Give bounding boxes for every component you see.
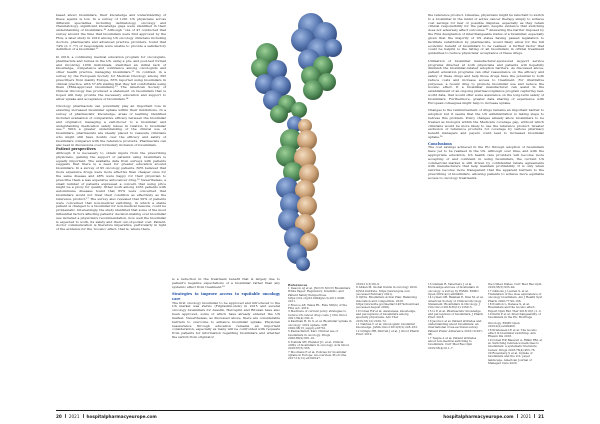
references-column-5 [488,283,544,319]
nocebo-paragraph: is a reduction in the treatment benefit that is largely due to patient's negative expectations of a biosimilar rather than any systemic effect from treatment.¹⁸ [172,277,280,289]
reference-entry: 2 Roscoe AE, Weiss RL. Rule 506(b) of the FDA Act. 2019. [288,302,347,311]
reference-entry: 17 Teeple A et al. Patient attitudes about non-medical switching to biosimilars. Curr Med Res Opin 2019;35(4):611–7. [428,335,477,350]
reference-entry: 18 Kristensen LE et al. The nocebo effect in biosimilar switching. Ann Rheum Dis 2018. [488,327,537,339]
footer-right [443,414,544,419]
references-column-1 [288,283,352,398]
paragraph-hcp-education: In 2019, a continuing medical education program for oncologists, pharmacists and nurses in the US, using a pre- and post-test format and involving 1039 individuals, identified an initial lack of knowledge, competence and confidence among oncologists and other health practice managing biosimilars.¹² In contrast, in a survey by the European Society for Medical Oncology among 393 prescribers from mainly Europe, 65% reported using biosimilars in clinical practice, with 57.4% stating that they felt comfortable using them (EMA-approved biosimilars).¹³ The American Society of Clinical Oncology has produced a statement on biosimilars that is hoped will help provide the necessary education and support to allow uptake and acceptance of biosimilars.¹⁴ [56,54,166,101]
reference-entry: 9 IQVIA. Biosimilars Action Plan: Balancing innovation and competition. 2018. https://www.fda.gov/media/114574/download (accessed August 2020). [356,295,420,310]
page-number-right: 21 [538,413,544,419]
intro-paragraph: based about biosimilars, their knowledge and understanding of these agents is low. In a survey of 1201 US physicians across different specialties including dermatology, oncology and rheumatology, significant knowledge gaps were identified in their understanding of biosimilars.¹⁰ Although “obs of 47 conducted that survey around the time that biosimilars were first approved by the FDA, a later study in 2019 among US oncology clinicians including doctors, pharmacists and advanced practice providers, found that 74% (n = 77) of respondents were unable to provide a satisfactory definition of a biosimilar.¹¹ [56,13,166,52]
reference-entry: 8 Aitken M. Global trends in oncology 2020. IQVIA Institute. https://www.iqvia.com (accessed February 2021). [356,285,418,297]
reference-entry: 6 Yoshida SH, Elander JC, et al. Clinical utility of biosimilars in oncology. Acts Oncol 2018;67(5):565. [288,339,350,351]
references-column-3 [428,283,484,398]
conclusions-heading: Conclusions [428,141,452,146]
reference-entry: 20 Rosenberg S et al. Uptake of biosimilars and the U.S. payer landscape. American Journal of Managed Care 2020. [488,351,533,366]
reference-entry: 2019;11(3):80–9. [356,283,380,286]
reference-entry: Oncology. ESMO Open 2019;4(2):e000460. [488,322,520,329]
antibody-structure-icon [251,12,343,273]
fab-arm-right [291,13,342,100]
reference-entry: the United States. Curr Med Res Opin 2019;35(5):933–40. [488,283,542,290]
fc-stem [276,129,319,271]
reference-entry: 7 Moorkens E et al. Policies for biosimilar uptake in Europe: An overview. PLoS One 2017;12(12):e0190147. [288,349,347,361]
middle-text-column [172,278,280,398]
paragraph-patients: Although it is necessary to obtain inputs from the prescribing physicians, gaining the support of patients using biosimilars is equally important. The available data from surveys with patients suggests that there is a need for greater education around biosimilars. In a survey of 95 oncology patients, 60% believed that more expensive drugs were more effective than cheaper ones for the same disease and 48% were happy for their physician to prescribe them a less expensive anti-cancer drug.¹⁶ Nevertheless, a small number of patients expressed a concern that using price might be a proxy for quality. Other work among 1035 patients with autoimmune diseases found that 85% were concerned that biosimilars would not treat their condition as effectively as the reference product.¹⁷ The survey also revealed that 50% of patients were concerned that non-medical switching, in which a stable patient is changed to a biosimilar for non-medical reasons, could be problematic. Interestingly, the study identified that some of the most influential factors affecting patients' decision-making over biosimilar use included a physician's recommendation, how well the biosimilar is expected to work, its safety and their out-of-pocket cost. Patient-doctor communication is therefore imperative, particularly in light of the evidence for the ‘nocebo’ effect, that is, where there [56,151,166,232]
reference-entry: 12 Gringis HR, Shirrell J et al. J Oncol Pharm Pract 2019. [356,328,420,337]
reference-entry: 5 Kleinschmidt, Karl. Clinical use of biosimilars in oncology. Drugs 2020;80(9):881–91. [288,329,339,341]
references-heading: References [288,283,308,287]
references-column-4 [488,322,544,398]
reference-entry: 1 Deacon AJ et al. JNCCN NCCN Biosimilars White Paper: Regulatory, Scientific, and Patient Safety Perspectives. https://doi.org/10.6004/jnccn.2011.0006. 2011. [288,286,351,304]
reference-entry: 10 Cohen HP et al. Awareness, knowledge, and perceptions of biosimilars among specialty physicians. Adv Ther 2016;33(12):2160–72. [356,308,416,323]
reference-entry: 15 Li E et al. Pharmacists' knowledge and perceptions of biosimilars. J Pharm Pract 2018. [428,308,484,320]
references-column-2 [356,283,420,398]
site-url-left[interactable]: hospitalpharmacyeurope.com [86,413,157,419]
footer-left [56,414,157,419]
reference-entry: 18 Pouillon L, Danese S, et al. Biosimilars and the nocebo effect. Expert Opin Biol Ther 2018;18(1):1–3. [488,302,542,313]
reference-entry: 11 Nabhan C et al. Oncologists' biosimilar knowledge. JAMA Oncol 2019;5(2):228–233. [356,322,418,330]
issue-year-left: 2021 [68,413,80,419]
reference-entry: 17 Gibbons J, Lauren S, et al. Translation of the dose equivalence of oncology biosimilars. Am J Health Syst Pharm 2020;77:99–106. [488,288,543,303]
reimbursement-paragraph: Changes to the reimbursement of drugs remains an important barrier to adoption but it seems that the US administration is taking steps to redress this problem. Policy changes already allow biosimilars to be treated as biologics within the Medicare coverage gap, without which clinicians would be more likely to use the reference product. Greater exclusion of reference products for coverage by various pharmacy benefit managers and payers could lead to increased biosimilar uptake.²⁰ [428,108,544,139]
fab-arm-left [251,43,296,123]
conclusions-paragraph: The cost savings achieved in the EU through adoption of biosimilars have yet to be realised in the US. Although over time, and with the appropriate education, US health care providers will become more accepting of and confident in using biosimilars, the current US commercial market is still driven by confidential rebate agreements with manufacturers that help maintain profitability. It is only when reforms become more transparent that the apparent barriers to the prescribing of biosimilars, allowing patients to achieve more equitable access to oncology treatments. [428,145,544,180]
left-text-column [56,14,166,394]
reference-entry: 13 Giuliani R, Tabernero J et al. Knowledge and use of biosimilars in oncology: a survey by ESMO. ESMO Open 2019;4(2):e000460. [428,283,479,297]
strategies-heading: Strategies to improve access to equitable oncology care [172,292,280,302]
site-url-right[interactable]: hospitalpharmacyeurope.com [443,413,514,419]
physician-reluctance-paragraph: the reference product. Likewise, physicians might be reluctant to switch to a biosimilar in the midst of active cancer therapy simply to achieve cost savings for fear of possible disputes, especially as they retain clinical responsibility for the patient, despite evidence that switching does not adversely affect outcomes.¹⁹ Answering the barrier imposed by the FDA designation of interchangeable status of a biosimilar, especially given that the majority of US states having passed legislation to facilitate substitution by pharmacists, would likely allow for the full economic benefit of biosimilars to be realised. A further factor that could be helpful is the listing of all biosimilars in official treatment guidelines to reduce physicians' acceptance of these drugs. [428,13,544,56]
footer-rule [56,410,544,411]
reference-entry: 3 Medicare of current policy strategies to reduce US cancer drug costs. J Clin Oncol 2021;39(4):292–9. [288,309,347,321]
strategies-paragraph: The first oncology biosimilar to be approved and introduced to the US market was Zarxio (Filgrastim-sndz) in 2015 and several oncology biosimilars for Avastin, Herceptin and Rituxan have also been approved, some of which have already entered the US market. Nevertheless, as discussed above, there are considerable barriers to overcome to enhance biosimilar uptake. Physician reassurance through education remains an important consideration, especially as many will be confronted with requests from patients for information regarding biosimilars and whether the switch from originator [172,300,280,339]
paragraph-pharmacists: Oncology pharmacists can potentially play an important role in ensuring increased biosimilar uptake within their institutions. In a survey of pharmacists’ knowledge, areas of learning identified included evaluation of comparative efficacy between the biosimilar and originator, managing a switchover to a biosimilar and understanding medication safety issues in relation to biosimilar use.¹⁵ With a greater understanding of the clinical use of biosimilars, pharmacists are ideally placed to reassure clinicians who might still have doubts over the efficacy and safety of biosimilars compared with the reference products. Pharmacists can also lead in discussions over formulary inclusion of biosimilars. [56,104,166,147]
reference-entry: 4 Kaufman B, Yu S, et al. Biosimilar uptake in oncology: 2019 update. IQR 2020;38(15_suppl):e18761. [288,319,352,331]
patient-perspectives-heading: Patient perspectives [56,147,96,152]
right-text-column [428,14,544,324]
reference-entry: 19 Cohen HP, Blauvelt A, Rifkin RM, et al. Switching reference medicines to biosimilars: a systematic literature review. Drugs 2018;78(4):463–78. [488,337,543,352]
reference-entry: 14 Lyman GH, Balaban E, Diaz M, et al. American Society of Clinical Oncology Statement: Biosimilars in Oncology. J Clin Oncol 2018;36(12):1260–5. [428,295,484,310]
page-number-left: 20 [56,413,62,419]
issue-year-right: 2021 [520,413,532,419]
reference-entry: 19 Kurki P et al. Interchangeability of biosimilars in the EU. BioDrugs [488,312,541,319]
support-programs-paragraph: Utilisation of biosimilar manufacturer-sponsored support service programs directed at both physicians and patients will hopefully diminish the biosimilar-related adoption barriers. As discussed above, patient education programs can offer reassurance on the efficacy and safety of these drugs and help those drugs have the potential to both reduce costs and increase access to treatment. For illustrative purposes, a recent drug to promote biosimilar use and reduce the nocebo effect. If a biosimilar manufacturer can assist in the establishment of an ongoing pharmacovigilance program capturing real-world data, that would offer some assurance on the long-term safety of biosimilars. Furthermore, greater data sharing of experience with European colleagues might help to increase uptake. [428,58,544,105]
reference-entry: 16 Jacobs I et al. Patient attitudes and understanding about biosimilars: an international cross-sectional survey. Patient Prefer Adherence 2016;10:937–48. [428,318,484,337]
